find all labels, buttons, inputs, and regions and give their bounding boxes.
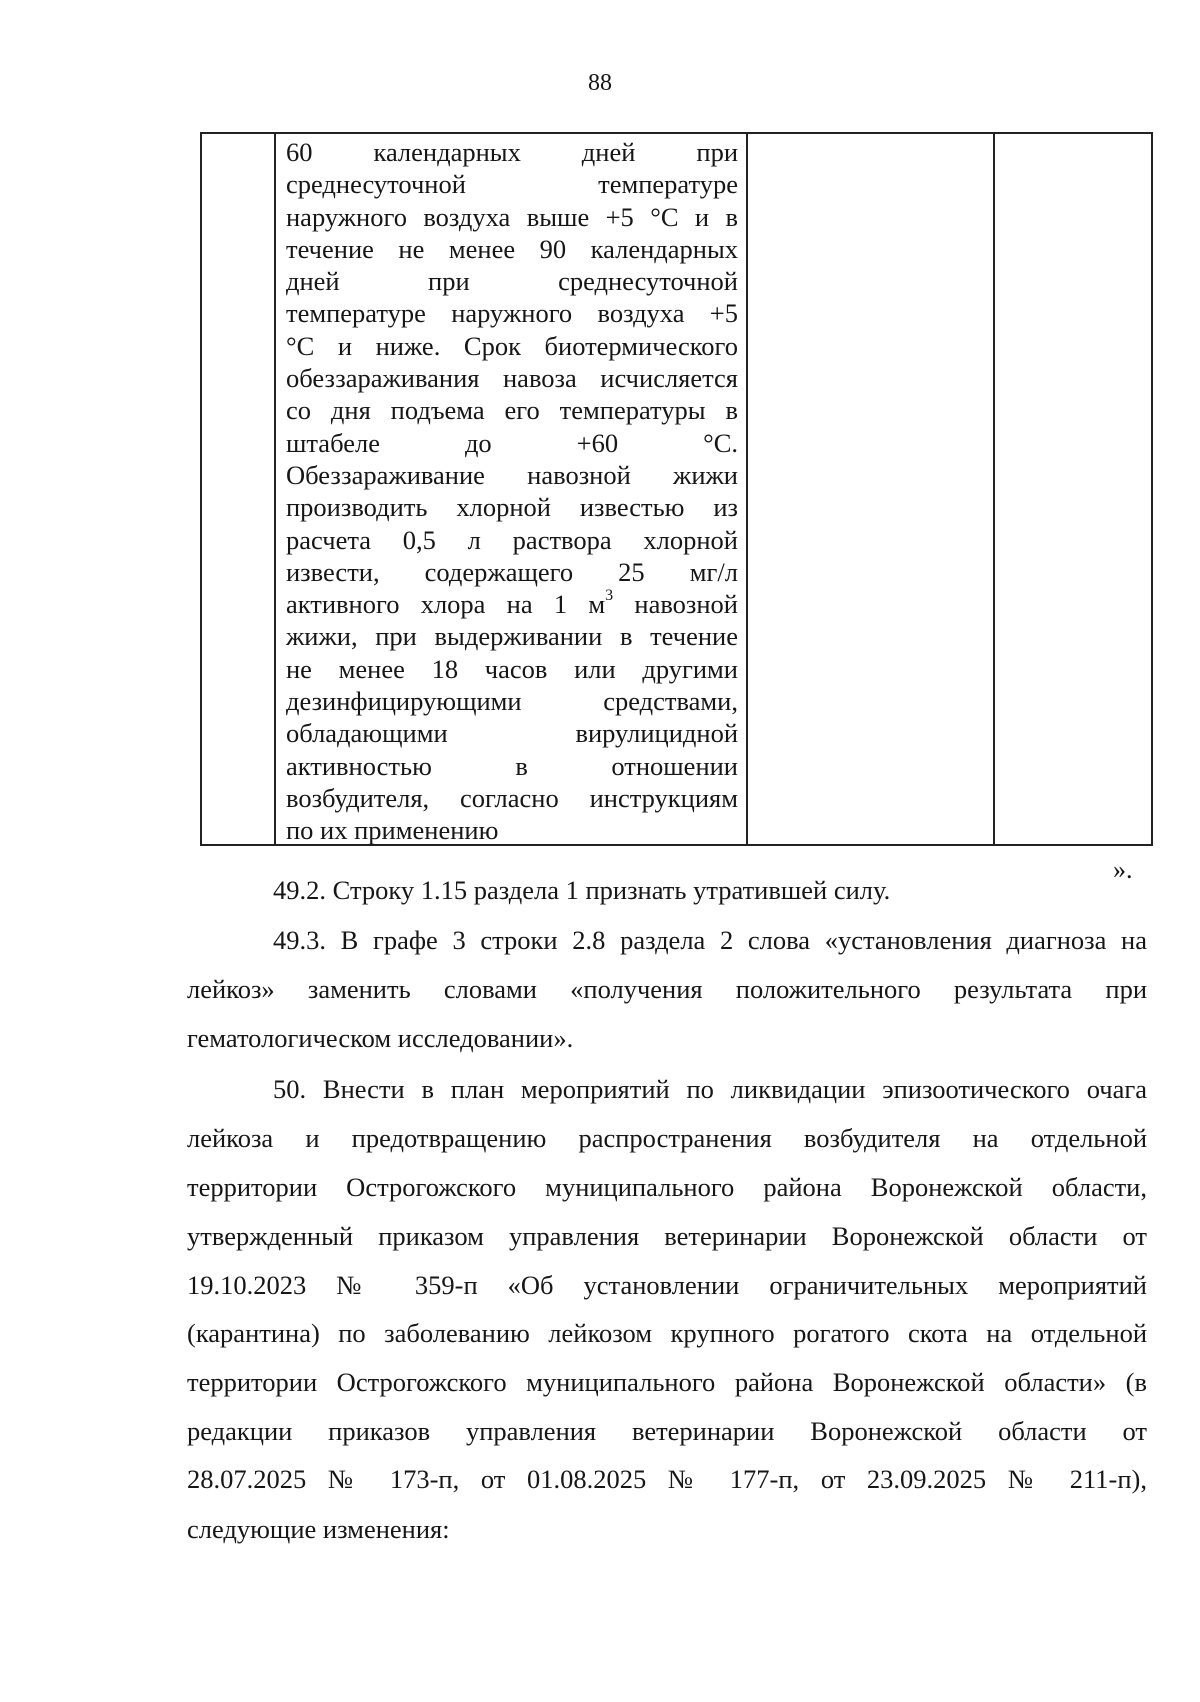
paragraph-49-3-line: лейкоз» заменить словами «получения положительного результата при: [187, 974, 1147, 1004]
cell-line: со дня подъема его температуры в: [286, 395, 738, 426]
table-cell-text: [286, 136, 738, 847]
cell-line: 60 календарных дней при: [286, 137, 738, 167]
cell-line: среднесуточной температуре: [286, 169, 738, 200]
paragraph-49-3-line: 49.3. В графе 3 строки 2.8 раздела 2 слова «установления диагноза на: [273, 925, 1147, 955]
cell-line-head: активного хлора на 1 м: [286, 589, 606, 620]
table-column-divider: [274, 134, 276, 844]
cell-line: активностью в отношении: [286, 750, 738, 781]
cell-line: штабеле до +60 °С.: [286, 427, 738, 458]
cell-line: дезинфицирующими средствами,: [286, 686, 738, 717]
cell-line: жижи, при выдерживании в течение: [286, 621, 738, 652]
paragraph-50-line: лейкоза и предотвращению распространения возбудителя на отдельной: [187, 1123, 1147, 1153]
cell-line: расчета 0,5 л раствора хлорной: [286, 524, 738, 555]
paragraph-50-line: территории Острогожского муниципального района Воронежской области» (в: [187, 1367, 1147, 1397]
paragraph-50-line: 28.07.2025 № 173-п, от 01.08.2025 № 177-п, от 23.09.2025 № 211-п),: [187, 1464, 1147, 1494]
paragraph-50-line: редакции приказов управления ветеринарии Воронежской области от: [187, 1416, 1147, 1446]
closing-quote: ».: [1113, 855, 1133, 884]
cell-line: обладающими вирулицидной: [286, 718, 738, 749]
paragraph-50-line: 19.10.2023 № 359-п «Об установлении ограничительных мероприятий: [187, 1270, 1147, 1300]
paragraph-50-line: следующие изменения:: [187, 1514, 450, 1544]
paragraph-49-2: 49.2. Строку 1.15 раздела 1 признать утратившей силу.: [273, 875, 891, 905]
cell-line: наружного воздуха выше +5 °С и в: [286, 201, 738, 232]
cell-line: производить хлорной известью из: [286, 492, 738, 523]
paragraph-49-3-line: гематологическом исследовании».: [187, 1023, 574, 1053]
cell-line: течение не менее 90 календарных: [286, 233, 738, 264]
paragraph-50-line: утвержденный приказом управления ветеринарии Воронежской области от: [187, 1221, 1147, 1251]
document-table: [200, 132, 1153, 846]
cell-line: возбудителя, согласно инструкциям: [286, 782, 738, 813]
superscript-3: 3: [605, 587, 614, 605]
table-column-divider: [993, 134, 995, 844]
cell-line: дней при среднесуточной: [286, 266, 738, 297]
cell-line-tail: навозной: [613, 589, 738, 620]
cell-line: не менее 18 часов или другими: [286, 653, 738, 684]
cell-line: температуре наружного воздуха +5: [286, 298, 738, 329]
cell-line: по их применению: [286, 815, 499, 846]
paragraph-50-line: (карантина) по заболеванию лейкозом крупного рогатого скота на отдельной: [187, 1318, 1147, 1348]
cell-line: извести, содержащего 25 мг/л: [286, 556, 738, 587]
table-column-divider: [746, 134, 748, 844]
paragraph-50-line: территории Острогожского муниципального района Воронежской области,: [187, 1172, 1147, 1202]
paragraph-50-line: 50. Внести в план мероприятий по ликвидации эпизоотического очага: [273, 1074, 1147, 1104]
cell-line: °С и ниже. Срок биотермического: [286, 330, 738, 361]
cell-line-with-superscript: [286, 588, 738, 620]
page-number: 88: [588, 70, 612, 96]
cell-line: Обеззараживание навозной жижи: [286, 459, 738, 490]
cell-line: обеззараживания навоза исчисляется: [286, 363, 738, 394]
